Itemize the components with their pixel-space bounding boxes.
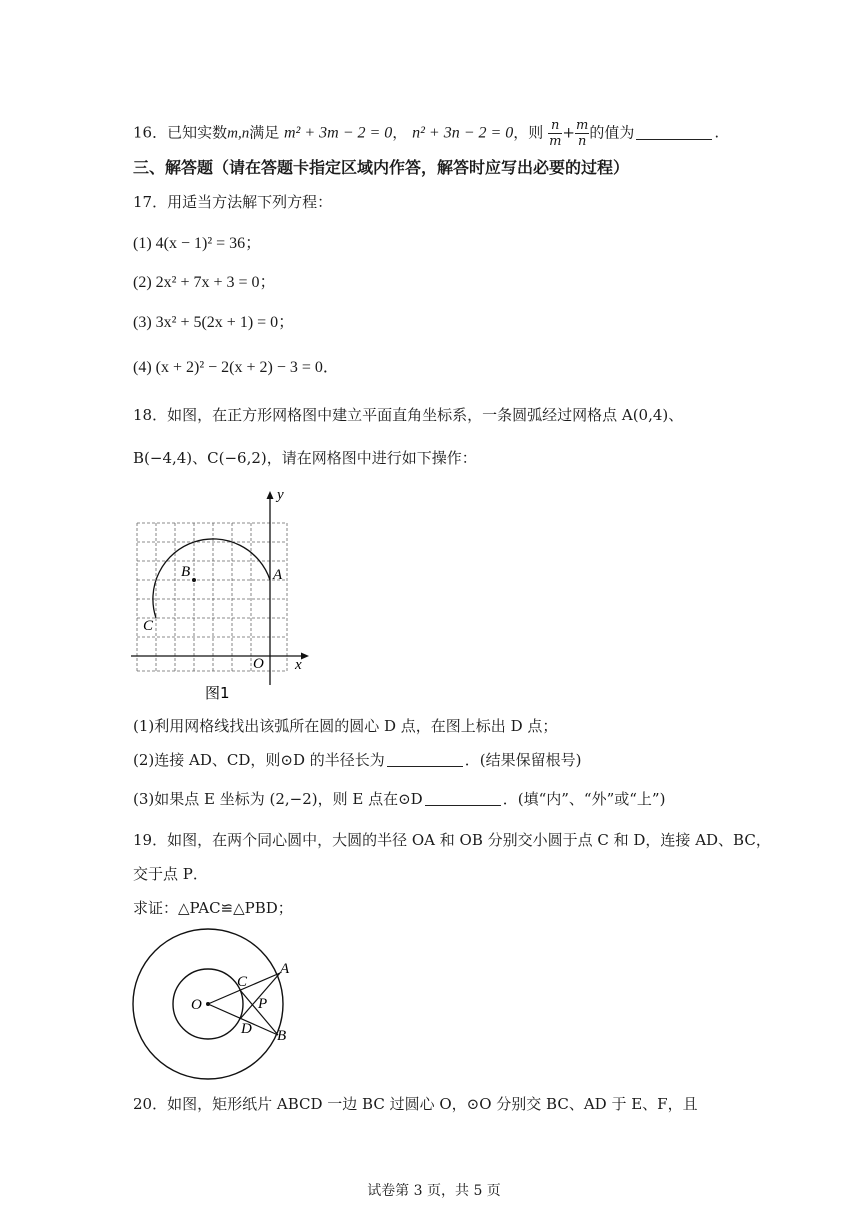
q16-frac1-num: n [548, 118, 562, 134]
q16-frac2-den: n [577, 134, 587, 149]
q18-part3-text-a: (3)如果点 E 坐标为 (2,−2)，则 E 点在⊙D [133, 790, 423, 808]
section-heading: 三、解答题（请在答题卡指定区域内作答，解答时应写出必要的过程） [133, 158, 630, 177]
figure-caption: 图1 [205, 684, 230, 702]
q16-sep: ， [392, 123, 408, 142]
arc [153, 539, 270, 618]
point-b-dot [192, 578, 196, 582]
q16-fraction-2 [575, 118, 589, 149]
q17-item-4: (4) (x + 2)² − 2(x + 2) − 3 = 0． [133, 359, 339, 376]
label-b: B [277, 1028, 287, 1044]
label-a: A [280, 961, 290, 977]
y-axis-label: y [277, 487, 284, 503]
label-d: D [241, 1021, 252, 1037]
q19-circles-figure [128, 918, 308, 1088]
q18-part2-text-a: (2)连接 AD、CD，则⊙D 的半径长为 [133, 751, 385, 769]
q18-part2 [133, 750, 581, 770]
q18-stem-line2: B(−4,4)、C(−6,2)，请在网格图中进行如下操作： [133, 449, 477, 467]
origin-label: O [253, 656, 264, 672]
q18-part3 [133, 789, 665, 809]
q16-frac1-den: m [549, 134, 562, 149]
q17-item-2: (2) 2x² + 7x + 3 = 0； [133, 274, 276, 291]
q19-prove: 求证：△PAC≌△PBD； [133, 899, 293, 917]
q18-stem-line1: 18．如图，在正方形网格图中建立平面直角坐标系，一条圆弧经过网格点 A(0,4)、 [133, 406, 684, 424]
q16-eq1: m² + 3m − 2 = 0 [284, 124, 393, 142]
q16-number: 16． [133, 123, 168, 142]
q18-part3-text-b: ．(填“内”、“外”或“上”) [502, 790, 666, 808]
q20-stem: 20．如图，矩形纸片 ABCD 一边 BC 过圆心 O，⊙O 分别交 BC、AD 于 E、F，且 [133, 1095, 698, 1113]
grid-lines [137, 523, 287, 671]
q16-text-a: 已知实数 [167, 123, 228, 142]
q16-eq2: n² + 3n − 2 = 0 [412, 124, 514, 142]
q16-line [133, 118, 719, 149]
q16-text-b: 满足 [249, 123, 280, 142]
q16-end: . [714, 123, 720, 142]
q17-item-1: (1) 4(x − 1)² = 36； [133, 235, 262, 252]
label-o: O [191, 997, 202, 1013]
y-axis-arrow-icon [267, 491, 274, 499]
x-axis-label: x [295, 657, 302, 673]
x-axis-arrow-icon [301, 653, 309, 660]
q16-vars: m,n [227, 125, 250, 142]
point-a-label: A [273, 567, 283, 583]
q18-part2-text-b: ．(结果保留根号) [464, 751, 582, 769]
point-b-label: B [181, 564, 191, 580]
q16-frac2-num: m [575, 118, 589, 133]
q16-text-c: ，则 [513, 123, 544, 142]
q17-item-3: (3) 3x² + 5(2x + 1) = 0； [133, 314, 295, 331]
q18-part2-answer-blank[interactable] [387, 752, 463, 767]
q16-plus: + [562, 123, 575, 142]
label-p: P [258, 996, 268, 1012]
q18-grid-figure [125, 485, 325, 710]
q18-part3-answer-blank[interactable] [425, 791, 501, 806]
q19-stem-line1: 19．如图，在两个同心圆中，大圆的半径 OA 和 OB 分别交小圆于点 C 和 D，连接 AD、BC， [133, 831, 771, 849]
q16-text-d: 的值为 [589, 123, 635, 142]
q16-fraction-1 [548, 118, 562, 149]
q19-stem-line2: 交于点 P． [133, 865, 208, 883]
point-c-label: C [143, 618, 154, 634]
q16-answer-blank[interactable] [636, 125, 712, 140]
q17-stem: 17．用适当方法解下列方程： [133, 193, 333, 211]
page-footer: 试卷第 3 页，共 5 页 [367, 1183, 501, 1199]
q18-part1: (1)利用网格线找出该弧所在圆的圆心 D 点，在图上标出 D 点； [133, 717, 558, 735]
label-c: C [237, 974, 248, 990]
